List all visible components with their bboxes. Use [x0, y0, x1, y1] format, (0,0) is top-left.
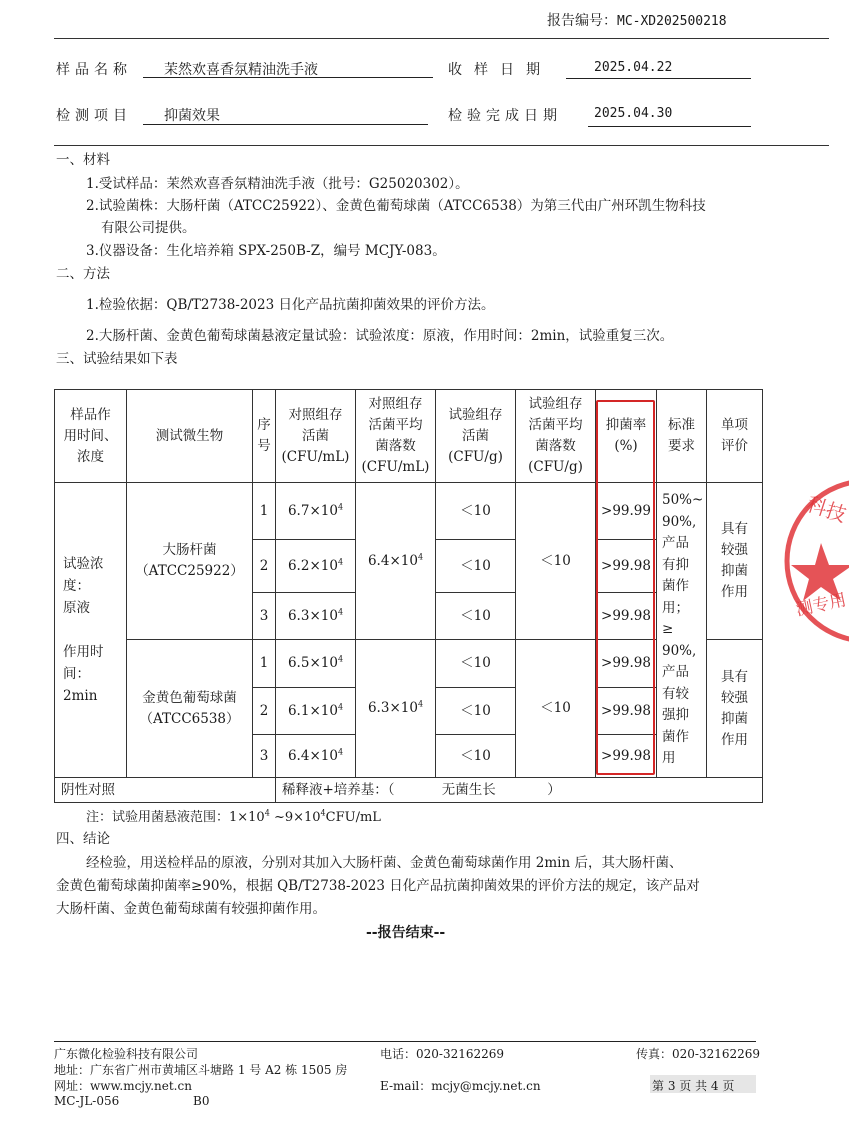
- material-item-2: 2.试验菌株：大肠杆菌（ATCC25922）、金黄色葡萄球菌（ATCC6538）为第三代由广州环凯生物科技: [86, 198, 706, 214]
- control-cell: $6.3\times 10^4$: [276, 593, 356, 640]
- rate-cell: >99.99: [596, 483, 657, 540]
- rate-cell: >99.98: [596, 593, 657, 640]
- material-item-3: 3.仪器设备：生化培养箱 SPX-250B-Z，编号 MCJY-083。: [86, 243, 446, 259]
- method-item-2: 2.大肠杆菌、金黄色葡萄球菌悬液定量试验：试验浓度：原液，作用时间：2min，试验重复三次。: [86, 328, 674, 344]
- rate-cell: >99.98: [596, 640, 657, 688]
- rate-cell: >99.98: [596, 688, 657, 735]
- section-results-title: 三、试验结果如下表: [56, 351, 178, 367]
- report-end: --报告结束--: [366, 925, 446, 941]
- test-cell: ＜10: [436, 593, 516, 640]
- test-item-label: 检测项目: [56, 108, 132, 124]
- rate-cell: >99.98: [596, 735, 657, 778]
- test-item-underline: [143, 124, 428, 125]
- seq-cell: 1: [253, 640, 276, 688]
- test-cell: ＜10: [436, 688, 516, 735]
- table-row: [55, 483, 763, 540]
- control-cell: $6.5\times 10^4$: [276, 640, 356, 688]
- microbe-cell-ecoli: 大肠杆菌 （ATCC25922）: [127, 483, 253, 640]
- negative-control-value: 稀释液+培养基：（ 无菌生长 ）: [276, 778, 763, 803]
- results-table: [54, 389, 763, 803]
- control-avg-cell: $6.4\times 10^4$: [356, 483, 436, 640]
- seq-cell: 3: [253, 593, 276, 640]
- complete-date-label: 检验完成日期: [448, 108, 562, 124]
- sample-name-label: 样品名称: [56, 62, 132, 78]
- report-number: [547, 10, 727, 30]
- seq-cell: 2: [253, 688, 276, 735]
- header-divider: [54, 38, 829, 39]
- material-item-1: 1.受试样品：茉然欢喜香氛精油洗手液（批号：G25020302）。: [86, 176, 469, 192]
- standard-cell: 50%~ 90%, 产品 有抑 菌作 用； ≥ 90%, 产品 有较 强抑 菌作 用: [657, 483, 707, 778]
- sample-condition-cell: 试验浓 度： 原液 作用时 间： 2min: [55, 483, 127, 778]
- footer-company: 广东微化检验科技有限公司: [54, 1047, 199, 1061]
- control-cell: $6.2\times 10^4$: [276, 540, 356, 593]
- receive-date-label: 收样日期: [448, 62, 552, 78]
- test-cell: ＜10: [436, 735, 516, 778]
- negative-control-label: 阴性对照: [55, 778, 276, 803]
- control-cell: $6.7\times 10^4$: [276, 483, 356, 540]
- header-microbe: 测试微生物: [127, 390, 253, 483]
- header-eval: 单项 评价: [707, 390, 763, 483]
- test-item-value: 抑菌效果: [164, 108, 220, 124]
- section-conclusion-title: 四、结论: [56, 831, 110, 847]
- eval-cell-saureus: 具有 较强 抑菌 作用: [707, 640, 763, 778]
- footer-version: B0: [193, 1094, 210, 1108]
- control-cell: $6.1\times 10^4$: [276, 688, 356, 735]
- header-test-avg: 试验组存 活菌平均 菌落数 (CFU/g): [516, 390, 596, 483]
- rate-highlight-box: [596, 400, 655, 775]
- test-avg-cell: ＜10: [516, 483, 596, 640]
- conclusion-line-2: 金黄色葡萄球菌抑菌率≥90%，根据 QB/T2738-2023 日化产品抗菌抑菌效果的评价方法的规定，该产品对: [56, 878, 700, 894]
- inspection-stamp: [779, 473, 849, 653]
- control-cell: $6.4\times 10^4$: [276, 735, 356, 778]
- footer-website: 网址：www.mcjy.net.cn: [54, 1079, 192, 1093]
- header-sample: 样品作 用时间、 浓度: [55, 390, 127, 483]
- footer-phone: 电话：020-32162269: [380, 1047, 505, 1061]
- material-item-2-cont: 有限公司提供。: [101, 220, 196, 236]
- header-seq: 序 号: [253, 390, 276, 483]
- conclusion-line-3: 大肠杆菌、金黄色葡萄球菌有较强抑菌作用。: [56, 901, 326, 917]
- complete-date-value: 2025.04.30: [594, 106, 673, 121]
- header-rate: 抑菌率 (%): [596, 390, 657, 483]
- eval-cell-ecoli: 具有 较强 抑菌 作用: [707, 483, 763, 640]
- header-control: 对照组存 活菌 (CFU/mL): [276, 390, 356, 483]
- report-number-label: 报告编号：: [547, 13, 617, 29]
- table-row: [55, 640, 763, 688]
- footer-address: 地址：广东省广州市黄埔区斗塘路 1 号 A2 栋 1505 房: [54, 1063, 348, 1077]
- footer-email: E-mail：mcjy@mcjy.net.cn: [380, 1079, 541, 1093]
- header-test: 试验组存 活菌 (CFU/g): [436, 390, 516, 483]
- complete-date-underline: [588, 126, 751, 127]
- test-cell: ＜10: [436, 540, 516, 593]
- negative-control-row: [55, 778, 763, 803]
- test-cell: ＜10: [436, 640, 516, 688]
- table-header-row: [55, 390, 763, 483]
- suspension-note: 注：试验用菌悬液范围：$1\times 10^4$ $\sim 9\times 10^4CFU/mL$: [86, 808, 381, 825]
- receive-date-value: 2025.04.22: [594, 60, 673, 75]
- microbe-cell-saureus: 金黄色葡萄球菌 （ATCC6538）: [127, 640, 253, 778]
- report-number-value: MC-XD202500218: [617, 14, 727, 29]
- test-avg-cell: ＜10: [516, 640, 596, 778]
- section-method-title: 二、方法: [56, 266, 110, 282]
- section-materials-title: 一、材料: [56, 152, 110, 168]
- footer-divider: [54, 1041, 756, 1042]
- footer-page-number: 第 3 页 共 4 页: [652, 1079, 735, 1093]
- method-item-1: 1.检验依据：QB/T2738-2023 日化产品抗菌抑菌效果的评价方法。: [86, 297, 495, 313]
- seq-cell: 1: [253, 483, 276, 540]
- receive-date-underline: [566, 78, 751, 79]
- footer-fax: 传真：020-32162269: [636, 1047, 761, 1061]
- test-cell: ＜10: [436, 483, 516, 540]
- control-avg-cell: $6.3\times 10^4$: [356, 640, 436, 778]
- header-standard: 标准 要求: [657, 390, 707, 483]
- conclusion-line-1: 经检验，用送检样品的原液，分别对其加入大肠杆菌、金黄色葡萄球菌作用 2min 后，其大肠杆菌、: [86, 855, 683, 871]
- stamp-text-top: 科技: [803, 491, 849, 527]
- footer-form-number: MC-JL-056: [54, 1094, 120, 1108]
- sample-name-value: 茉然欢喜香氛精油洗手液: [164, 62, 318, 78]
- stamp-text-bottom: 测专用: [794, 590, 849, 621]
- info-divider: [54, 145, 829, 146]
- header-control-avg: 对照组存 活菌平均 菌落数 (CFU/mL): [356, 390, 436, 483]
- seq-cell: 3: [253, 735, 276, 778]
- sample-name-underline: [143, 77, 433, 78]
- seq-cell: 2: [253, 540, 276, 593]
- rate-cell: >99.98: [596, 540, 657, 593]
